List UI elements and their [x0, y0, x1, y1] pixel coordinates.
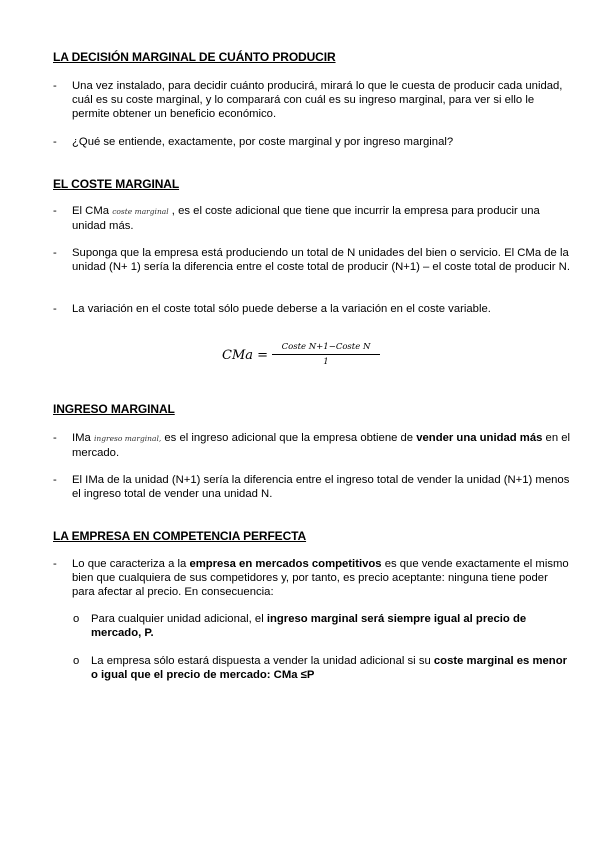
paragraph: ¿Qué se entiende, exactamente, por coste marginal y por ingreso marginal?: [72, 136, 454, 148]
heading-coste-marginal: EL COSTE MARGINAL: [53, 177, 180, 191]
list-item: [53, 557, 573, 600]
paragraph: El IMa de la unidad (N+1) sería la diferencia entre el ingreso total de vender la unidad (N+1) menos el ingreso total de vender una unidad N.: [72, 474, 570, 501]
dash-marker: -: [53, 432, 57, 444]
list-item: [53, 135, 573, 149]
dash-marker: -: [53, 136, 57, 148]
paragraph: La empresa sólo estará dispuesta a vender la unidad adicional si su coste marginal es menor o igual que el precio de mercado: CMa ≤P: [91, 655, 567, 682]
sub-list-item: [73, 612, 568, 640]
heading-competencia-perfecta: LA EMPRESA EN COMPETENCIA PERFECTA: [53, 529, 307, 543]
formula-lhs: CMa =: [222, 348, 269, 363]
list-item: [53, 302, 573, 316]
handwritten-annotation: coste marginal: [112, 207, 169, 216]
bullet-marker: o: [73, 655, 80, 667]
heading-decision-marginal: LA DECISIÓN MARGINAL DE CUÁNTO PRODUCIR: [53, 50, 336, 64]
bullet-marker: o: [73, 613, 80, 625]
list-item: [53, 204, 573, 233]
dash-marker: -: [53, 247, 57, 259]
list-item: [53, 246, 573, 274]
paragraph: Suponga que la empresa está produciendo un total de N unidades del bien o servicio. El CMa de la unidad (N+ 1) sería la diferencia entre el coste total de producir (N+1) – el coste total de producir N.: [72, 247, 570, 274]
dash-marker: -: [53, 558, 57, 570]
list-item: [53, 473, 573, 501]
formula-fraction: [272, 342, 380, 367]
dash-marker: -: [53, 80, 57, 92]
paragraph: El CMa coste marginal , es el coste adicional que tiene que incurrir la empresa para producir una unidad más.: [72, 205, 540, 233]
paragraph: Lo que caracteriza a la empresa en mercados competitivos es que vende exactamente el mismo bien que cualquiera de sus competidores y, por tanto, es precio aceptante: ninguna tiene poder para afectar al precio. En consecuencia:: [72, 558, 569, 599]
sub-list-item: [73, 654, 568, 682]
dash-marker: -: [53, 303, 57, 315]
list-item: [53, 79, 573, 122]
dash-marker: -: [53, 205, 57, 217]
list-item: [53, 431, 573, 460]
formula-numerator: Coste N+1−Coste N: [281, 342, 371, 352]
paragraph: Para cualquier unidad adicional, el ingreso marginal será siempre igual al precio de mercado, P.: [91, 613, 527, 640]
handwritten-annotation: ingreso marginal,: [93, 434, 162, 443]
paragraph: La variación en el coste total sólo puede deberse a la variación en el coste variable.: [72, 303, 491, 315]
paragraph: IMa ingreso marginal, es el ingreso adicional que la empresa obtiene de vender una unidad más en el mercado.: [72, 432, 571, 460]
paragraph: Una vez instalado, para decidir cuánto producirá, mirará lo que le cuesta de producir cada unidad, cuál es su coste marginal, y lo comparará con cuál es su ingreso marginal, para ver si ello le permite obtener un beneficio económico.: [72, 80, 563, 121]
heading-ingreso-marginal: INGRESO MARGINAL: [53, 402, 175, 416]
fraction-bar: [272, 354, 380, 355]
dash-marker: -: [53, 474, 57, 486]
formula-denominator: 1: [323, 357, 329, 367]
